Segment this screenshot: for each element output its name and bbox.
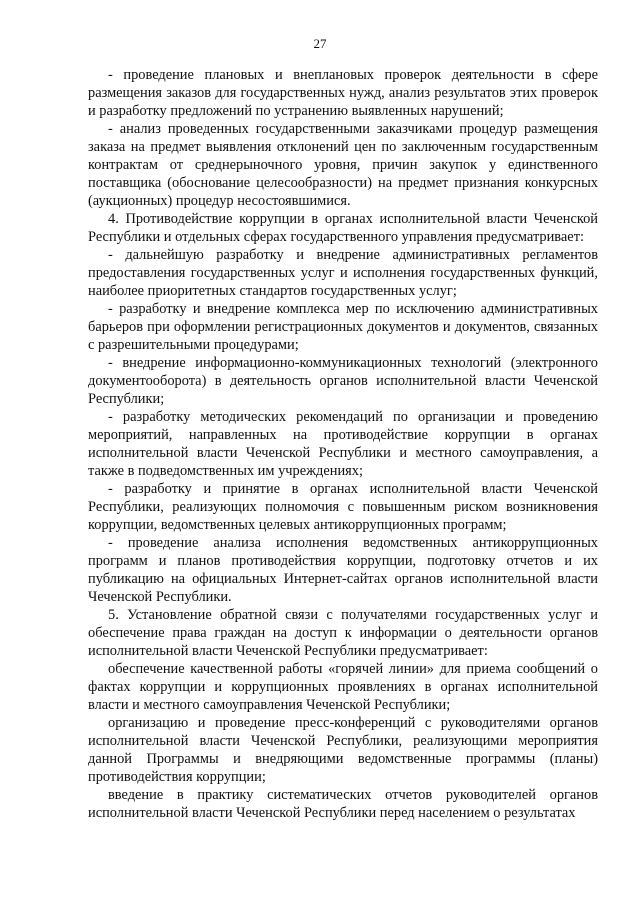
paragraph-inspections: - проведение плановых и внеплановых проверок деятельности в сфере размещения заказов для государственных нужд, анализ результатов этих проверок и разработку предложений по устранению выявленных нарушений; <box>88 67 598 119</box>
page-number: 27 <box>313 36 327 51</box>
paragraph-section-4-intro: 4. Противодействие коррупции в органах исполнительной власти Чеченской Республики и отдельных сферах государственного управления предусматривает: <box>88 211 598 245</box>
paragraph-ict: - внедрение информационно-коммуникационных технологий (электронного документооборота) в деятельность органов исполнительной власти Чеченской Республики; <box>88 355 598 407</box>
paragraph-hotline: обеспечение качественной работы «горячей линии» для приема сообщений о фактах коррупции и коррупционных проявлениях в органах исполнительной власти и местного самоуправления Чеченской Республики; <box>88 661 598 713</box>
document-body <box>88 66 598 822</box>
paragraph-section-5-intro: 5. Установление обратной связи с получателями государственных услуг и обеспечение права граждан на доступ к информации о деятельности органов исполнительной власти Чеченской Республики предусматривает: <box>88 607 598 659</box>
paragraph-methodical-recommendations: - разработку методических рекомендаций по организации и проведению мероприятий, направленных на противодействие коррупции в органах исполнительной власти Чеченской Республики и местного самоуправления, а также в подведомственных им учреждениях; <box>88 409 598 479</box>
paragraph-reports: введение в практику систематических отчетов руководителей органов исполнительной власти Чеченской Республики перед населением о результатах <box>88 787 598 821</box>
paragraph-program-analysis: - проведение анализа исполнения ведомственных антикоррупционных программ и планов противодействия коррупции, подготовку отчетов и их публикацию на официальных Интернет-сайтах органов исполнительной власти Чеченской Республики. <box>88 535 598 605</box>
paragraph-admin-barriers: - разработку и внедрение комплекса мер по исключению административных барьеров при оформлении регистрационных документов и документов, связанных с разрешительными процедурами; <box>88 301 598 353</box>
paragraph-admin-regulations: - дальнейшую разработку и внедрение административных регламентов предоставления государственных услуг и исполнения государственных функций, наиболее приоритетных стандартов государственных услуг; <box>88 247 598 299</box>
paragraph-press-conferences: организацию и проведение пресс-конференций с руководителями органов исполнительной власти Чеченской Республики, реализующими мероприятия данной Программы и внедряющими ведомственные программы (планы) противодействия коррупции; <box>88 715 598 785</box>
paragraph-departmental-programs: - разработку и принятие в органах исполнительной власти Чеченской Республики, реализующих полномочия с повышенным риском возникновения коррупции, ведомственных целевых антикоррупционных программ; <box>88 481 598 533</box>
paragraph-procurement-analysis: - анализ проведенных государственными заказчиками процедур размещения заказа на предмет выявления отклонений цен по заключенным государственным контрактам от среднерыночного уровня, причин закупок у единственного поставщика (обоснование целесообразности) на предмет признания конкурсных (аукционных) процедур несостоявшимися. <box>88 121 598 209</box>
